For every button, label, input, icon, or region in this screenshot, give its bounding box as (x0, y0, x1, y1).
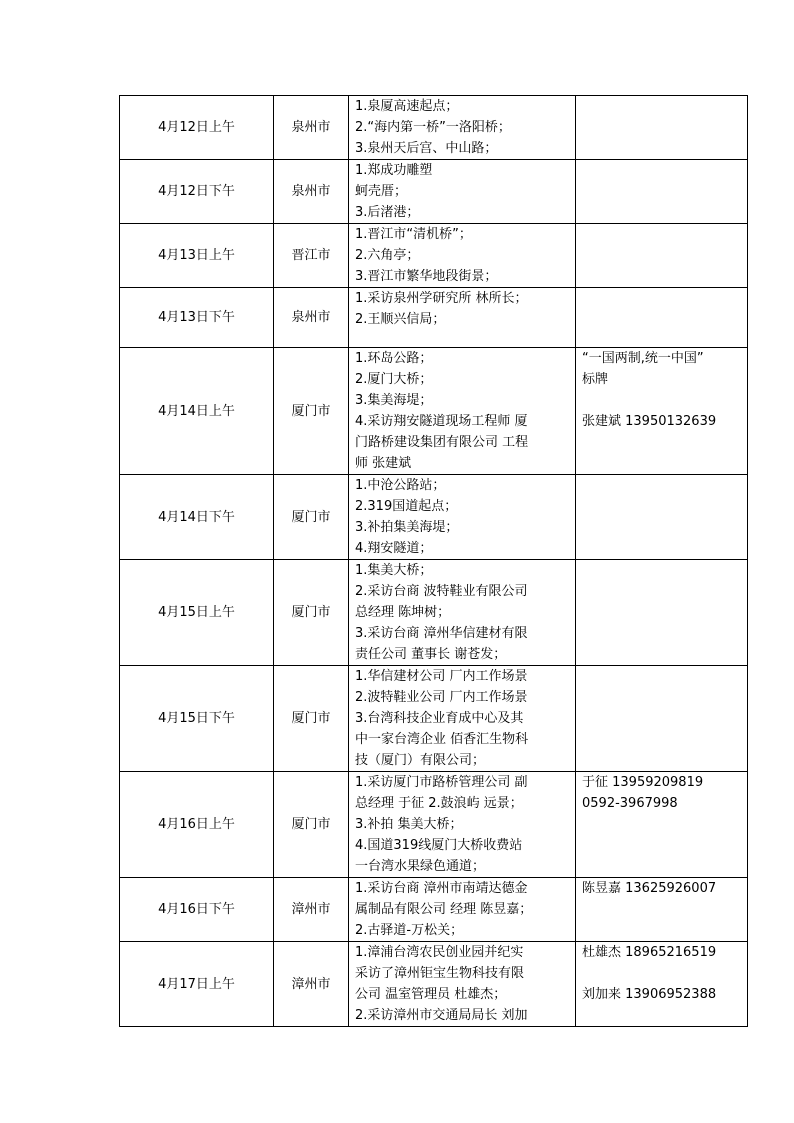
note-line: “一国两制,统一中国” (582, 351, 704, 366)
content-line: 属制品有限公司 经理 陈昱嘉； (355, 902, 533, 917)
note-cell (576, 942, 748, 1027)
time-cell: 4月14日上午 (120, 348, 274, 475)
city-cell: 晋江市 (274, 224, 349, 288)
note-line: 陈昱嘉 13625926007 (582, 881, 717, 896)
content-line: 责任公司 董事长 谢苍发； (355, 647, 507, 662)
content-line: 3.台湾科技企业育成中心及其 (355, 711, 524, 726)
content-cell (349, 224, 576, 288)
note-cell (576, 560, 748, 666)
content-line: 3.补拍集美海堤； (355, 520, 459, 535)
note-cell (576, 288, 748, 348)
content-line: 1.晋江市“清机桥”； (355, 227, 472, 242)
note-cell (576, 224, 748, 288)
content-line: 2.采访台商 波特鞋业有限公司 (355, 584, 528, 599)
content-line: 4.翔安隧道； (355, 541, 433, 556)
note-cell (576, 160, 748, 224)
content-line: 2.“海内第一桥”一洛阳桥； (355, 120, 511, 135)
note-line: 于征 13959209819 (582, 775, 704, 790)
schedule-body (120, 96, 748, 1027)
content-line: 3.采访台商 漳州华信建材有限 (355, 626, 528, 641)
content-line: 采访了漳州钜宝生物科技有限 (355, 966, 525, 981)
city-cell: 厦门市 (274, 475, 349, 560)
note-line: 张建斌 13950132639 (582, 414, 717, 429)
content-line: 2.波特鞋业公司 厂内工作场景 (355, 690, 528, 705)
note-gap (582, 390, 747, 411)
time-cell: 4月15日下午 (120, 666, 274, 772)
city-cell: 漳州市 (274, 878, 349, 942)
schedule-row (120, 288, 748, 348)
content-cell (349, 348, 576, 475)
note-line: 刘加来 13906952388 (582, 987, 717, 1002)
content-line: 2.采访漳州市交通局局长 刘加 (355, 1008, 528, 1023)
schedule-row (120, 96, 748, 160)
content-line: 2.古驿道-万松关； (355, 923, 464, 938)
note-cell (576, 666, 748, 772)
content-line: 2.厦门大桥； (355, 372, 433, 387)
content-line: 1.漳浦台湾农民创业园并纪实 (355, 945, 524, 960)
content-line: 1.泉厦高速起点； (355, 99, 459, 114)
content-cell (349, 560, 576, 666)
time-cell: 4月15日上午 (120, 560, 274, 666)
content-line: 技（厦门）有限公司； (355, 753, 486, 768)
content-line: 蚵壳厝； (355, 184, 408, 199)
city-cell: 厦门市 (274, 666, 349, 772)
note-cell (576, 772, 748, 878)
content-line: 公司 温室管理员 杜雄杰； (355, 987, 507, 1002)
content-line: 一台湾水果绿色通道； (355, 859, 486, 874)
content-line: 1.华信建材公司 厂内工作场景 (355, 669, 528, 684)
schedule-row (120, 160, 748, 224)
schedule-row (120, 942, 748, 1027)
content-cell (349, 475, 576, 560)
content-cell (349, 288, 576, 348)
schedule-row (120, 560, 748, 666)
time-cell: 4月12日上午 (120, 96, 274, 160)
schedule-row (120, 666, 748, 772)
note-cell (576, 96, 748, 160)
content-line: 中一家台湾企业 佰香汇生物科 (355, 732, 529, 747)
city-cell: 泉州市 (274, 288, 349, 348)
content-line: 3.集美海堤； (355, 393, 433, 408)
time-cell: 4月13日下午 (120, 288, 274, 348)
note-line: 杜雄杰 18965216519 (582, 945, 717, 960)
content-line: 3.补拍 集美大桥； (355, 817, 463, 832)
content-line: 4.国道319线厦门大桥收费站 (355, 838, 523, 853)
content-line: 2.王顺兴信局； (355, 312, 446, 327)
note-cell (576, 878, 748, 942)
content-line: 1.郑成功雕塑 (355, 163, 433, 178)
schedule-row (120, 224, 748, 288)
note-gap (582, 963, 747, 984)
schedule-row (120, 348, 748, 475)
schedule-row (120, 878, 748, 942)
city-cell: 泉州市 (274, 96, 349, 160)
note-line: 标牌 (582, 372, 609, 387)
content-line: 2.六角亭； (355, 248, 420, 263)
content-line: 总经理 于征 2.鼓浪屿 远景； (355, 796, 523, 811)
note-line: 0592-3967998 (582, 796, 678, 811)
note-cell (576, 475, 748, 560)
content-cell (349, 878, 576, 942)
content-line: 3.晋江市繁华地段街景； (355, 269, 498, 284)
content-line: 1.采访台商 漳州市南靖达德金 (355, 881, 528, 896)
content-line: 1.采访厦门市路桥管理公司 副 (355, 775, 528, 790)
time-cell: 4月12日下午 (120, 160, 274, 224)
content-line: 2.319国道起点； (355, 499, 458, 514)
city-cell: 厦门市 (274, 348, 349, 475)
content-line: 1.采访泉州学研究所 林所长； (355, 291, 528, 306)
content-line: 门路桥建设集团有限公司 工程 (355, 435, 529, 450)
content-line: 总经理 陈坤树； (355, 605, 451, 620)
city-cell: 厦门市 (274, 772, 349, 878)
note-cell (576, 348, 748, 475)
content-line: 3.泉州天后宫、中山路； (355, 141, 498, 156)
schedule-table (119, 95, 748, 1027)
schedule-row (120, 772, 748, 878)
content-cell (349, 96, 576, 160)
time-cell: 4月16日上午 (120, 772, 274, 878)
content-line: 4.采访翔安隧道现场工程师 厦 (355, 414, 528, 429)
content-cell (349, 160, 576, 224)
content-cell (349, 666, 576, 772)
city-cell: 泉州市 (274, 160, 349, 224)
content-cell (349, 772, 576, 878)
time-cell: 4月14日下午 (120, 475, 274, 560)
content-cell (349, 942, 576, 1027)
time-cell: 4月16日下午 (120, 878, 274, 942)
content-line: 3.后渚港； (355, 205, 420, 220)
content-line: 师 张建斌 (355, 456, 412, 471)
time-cell: 4月13日上午 (120, 224, 274, 288)
content-line: 1.集美大桥； (355, 563, 433, 578)
content-line: 1.环岛公路； (355, 351, 433, 366)
city-cell: 漳州市 (274, 942, 349, 1027)
city-cell: 厦门市 (274, 560, 349, 666)
content-line: 1.中沧公路站； (355, 478, 446, 493)
schedule-row (120, 475, 748, 560)
time-cell: 4月17日上午 (120, 942, 274, 1027)
